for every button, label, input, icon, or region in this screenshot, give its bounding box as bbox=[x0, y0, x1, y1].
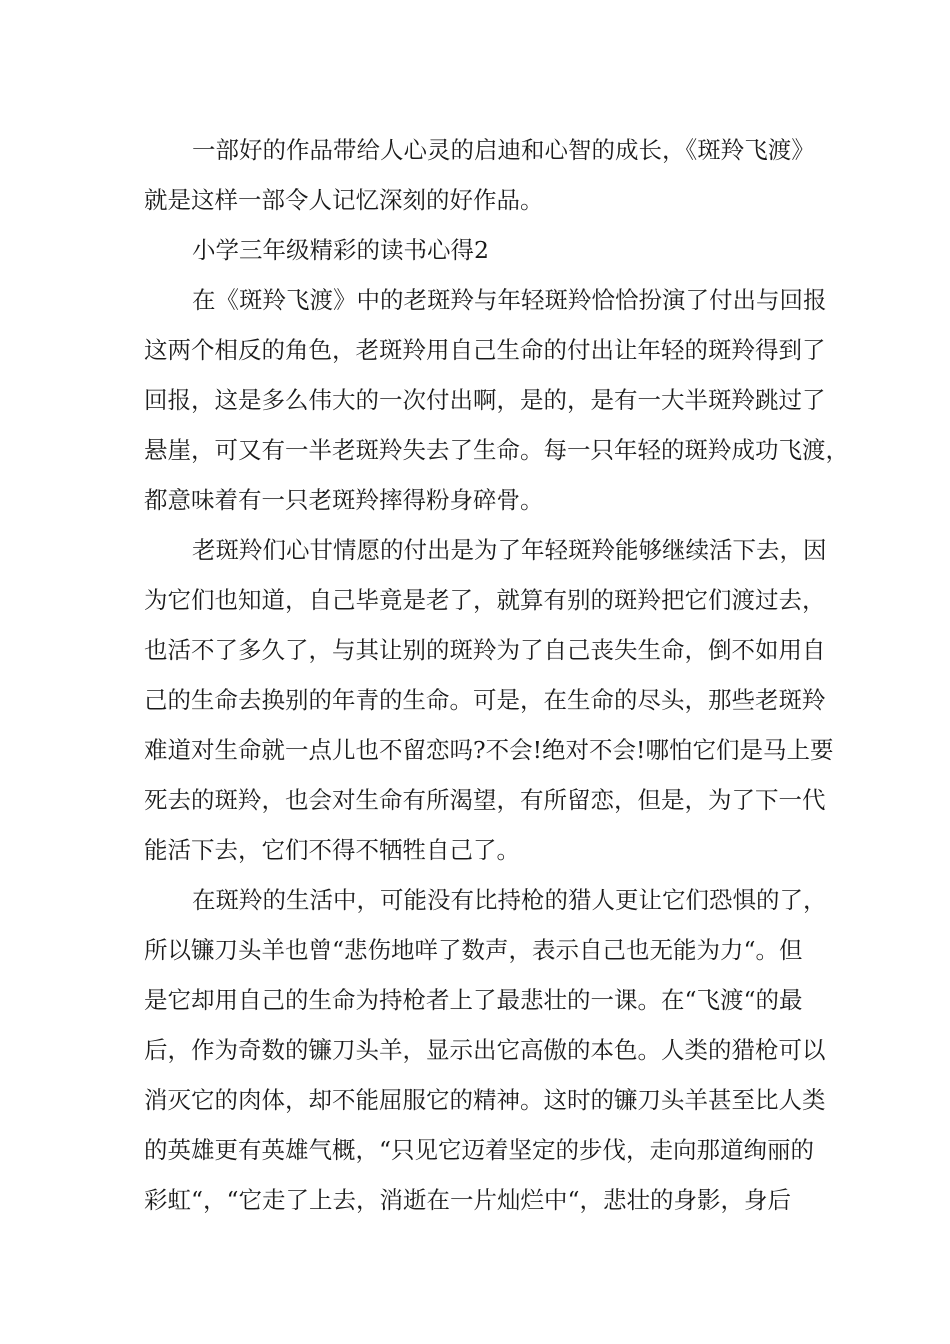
text-line: 是它却用自己的生命为持枪者上了最悲壮的一课。在“飞渡“的最 bbox=[144, 986, 803, 1014]
text-line: 回报，这是多么伟大的一次付出啊，是的，是有一大半斑羚跳过了 bbox=[144, 386, 826, 414]
text-line: 都意味着有一只老斑羚摔得粉身碎骨。 bbox=[144, 486, 544, 514]
text-line: 死去的斑羚，也会对生命有所渴望，有所留恋，但是，为了下一代 bbox=[144, 786, 826, 814]
text-line: 己的生命去换别的年青的生命。可是，在生命的尽头，那些老斑羚 bbox=[144, 686, 826, 714]
text-line: 后，作为奇数的镰刀头羊，显示出它高傲的本色。人类的猎枪可以 bbox=[144, 1036, 826, 1064]
text-line: 这两个相反的角色，老斑羚用自己生命的付出让年轻的斑羚得到了 bbox=[144, 336, 826, 364]
text-line: 就是这样一部令人记忆深刻的好作品。 bbox=[144, 186, 544, 214]
text-line: 悬崖，可又有一半老斑羚失去了生命。每一只年轻的斑羚成功飞渡， bbox=[144, 436, 849, 464]
text-line: 为它们也知道，自己毕竟是老了，就算有别的斑羚把它们渡过去， bbox=[144, 586, 826, 614]
text-line: 老斑羚们心甘情愿的付出是为了年轻斑羚能够继续活下去，因 bbox=[192, 536, 827, 564]
text-line: 所以镰刀头羊也曾“悲伤地咩了数声，表示自己也无能为力“。但 bbox=[144, 936, 803, 964]
text-line: 的英雄更有英雄气概，“只见它迈着坚定的步伐，走向那道绚丽的 bbox=[144, 1136, 815, 1164]
text-line: 一部好的作品带给人心灵的启迪和心智的成长，《斑羚飞渡》 bbox=[192, 136, 815, 164]
text-line: 在《斑羚飞渡》中的老斑羚与年轻斑羚恰恰扮演了付出与回报 bbox=[192, 286, 827, 314]
text-line: 消灭它的肉体，却不能屈服它的精神。这时的镰刀头羊甚至比人类 bbox=[144, 1086, 826, 1114]
text-line: 能活下去，它们不得不牺牲自己了。 bbox=[144, 836, 520, 864]
section-heading: 小学三年级精彩的读书心得2 bbox=[192, 236, 489, 264]
text-line: 在斑羚的生活中，可能没有比持枪的猎人更让它们恐惧的了， bbox=[192, 886, 827, 914]
text-line: 也活不了多久了，与其让别的斑羚为了自己丧失生命，倒不如用自 bbox=[144, 636, 826, 664]
text-line: 彩虹“，“它走了上去，消逝在一片灿烂中“，悲壮的身影，身后 bbox=[144, 1186, 792, 1214]
text-line: 难道对生命就一点儿也不留恋吗?不会!绝对不会!哪怕它们是马上要 bbox=[144, 736, 834, 764]
